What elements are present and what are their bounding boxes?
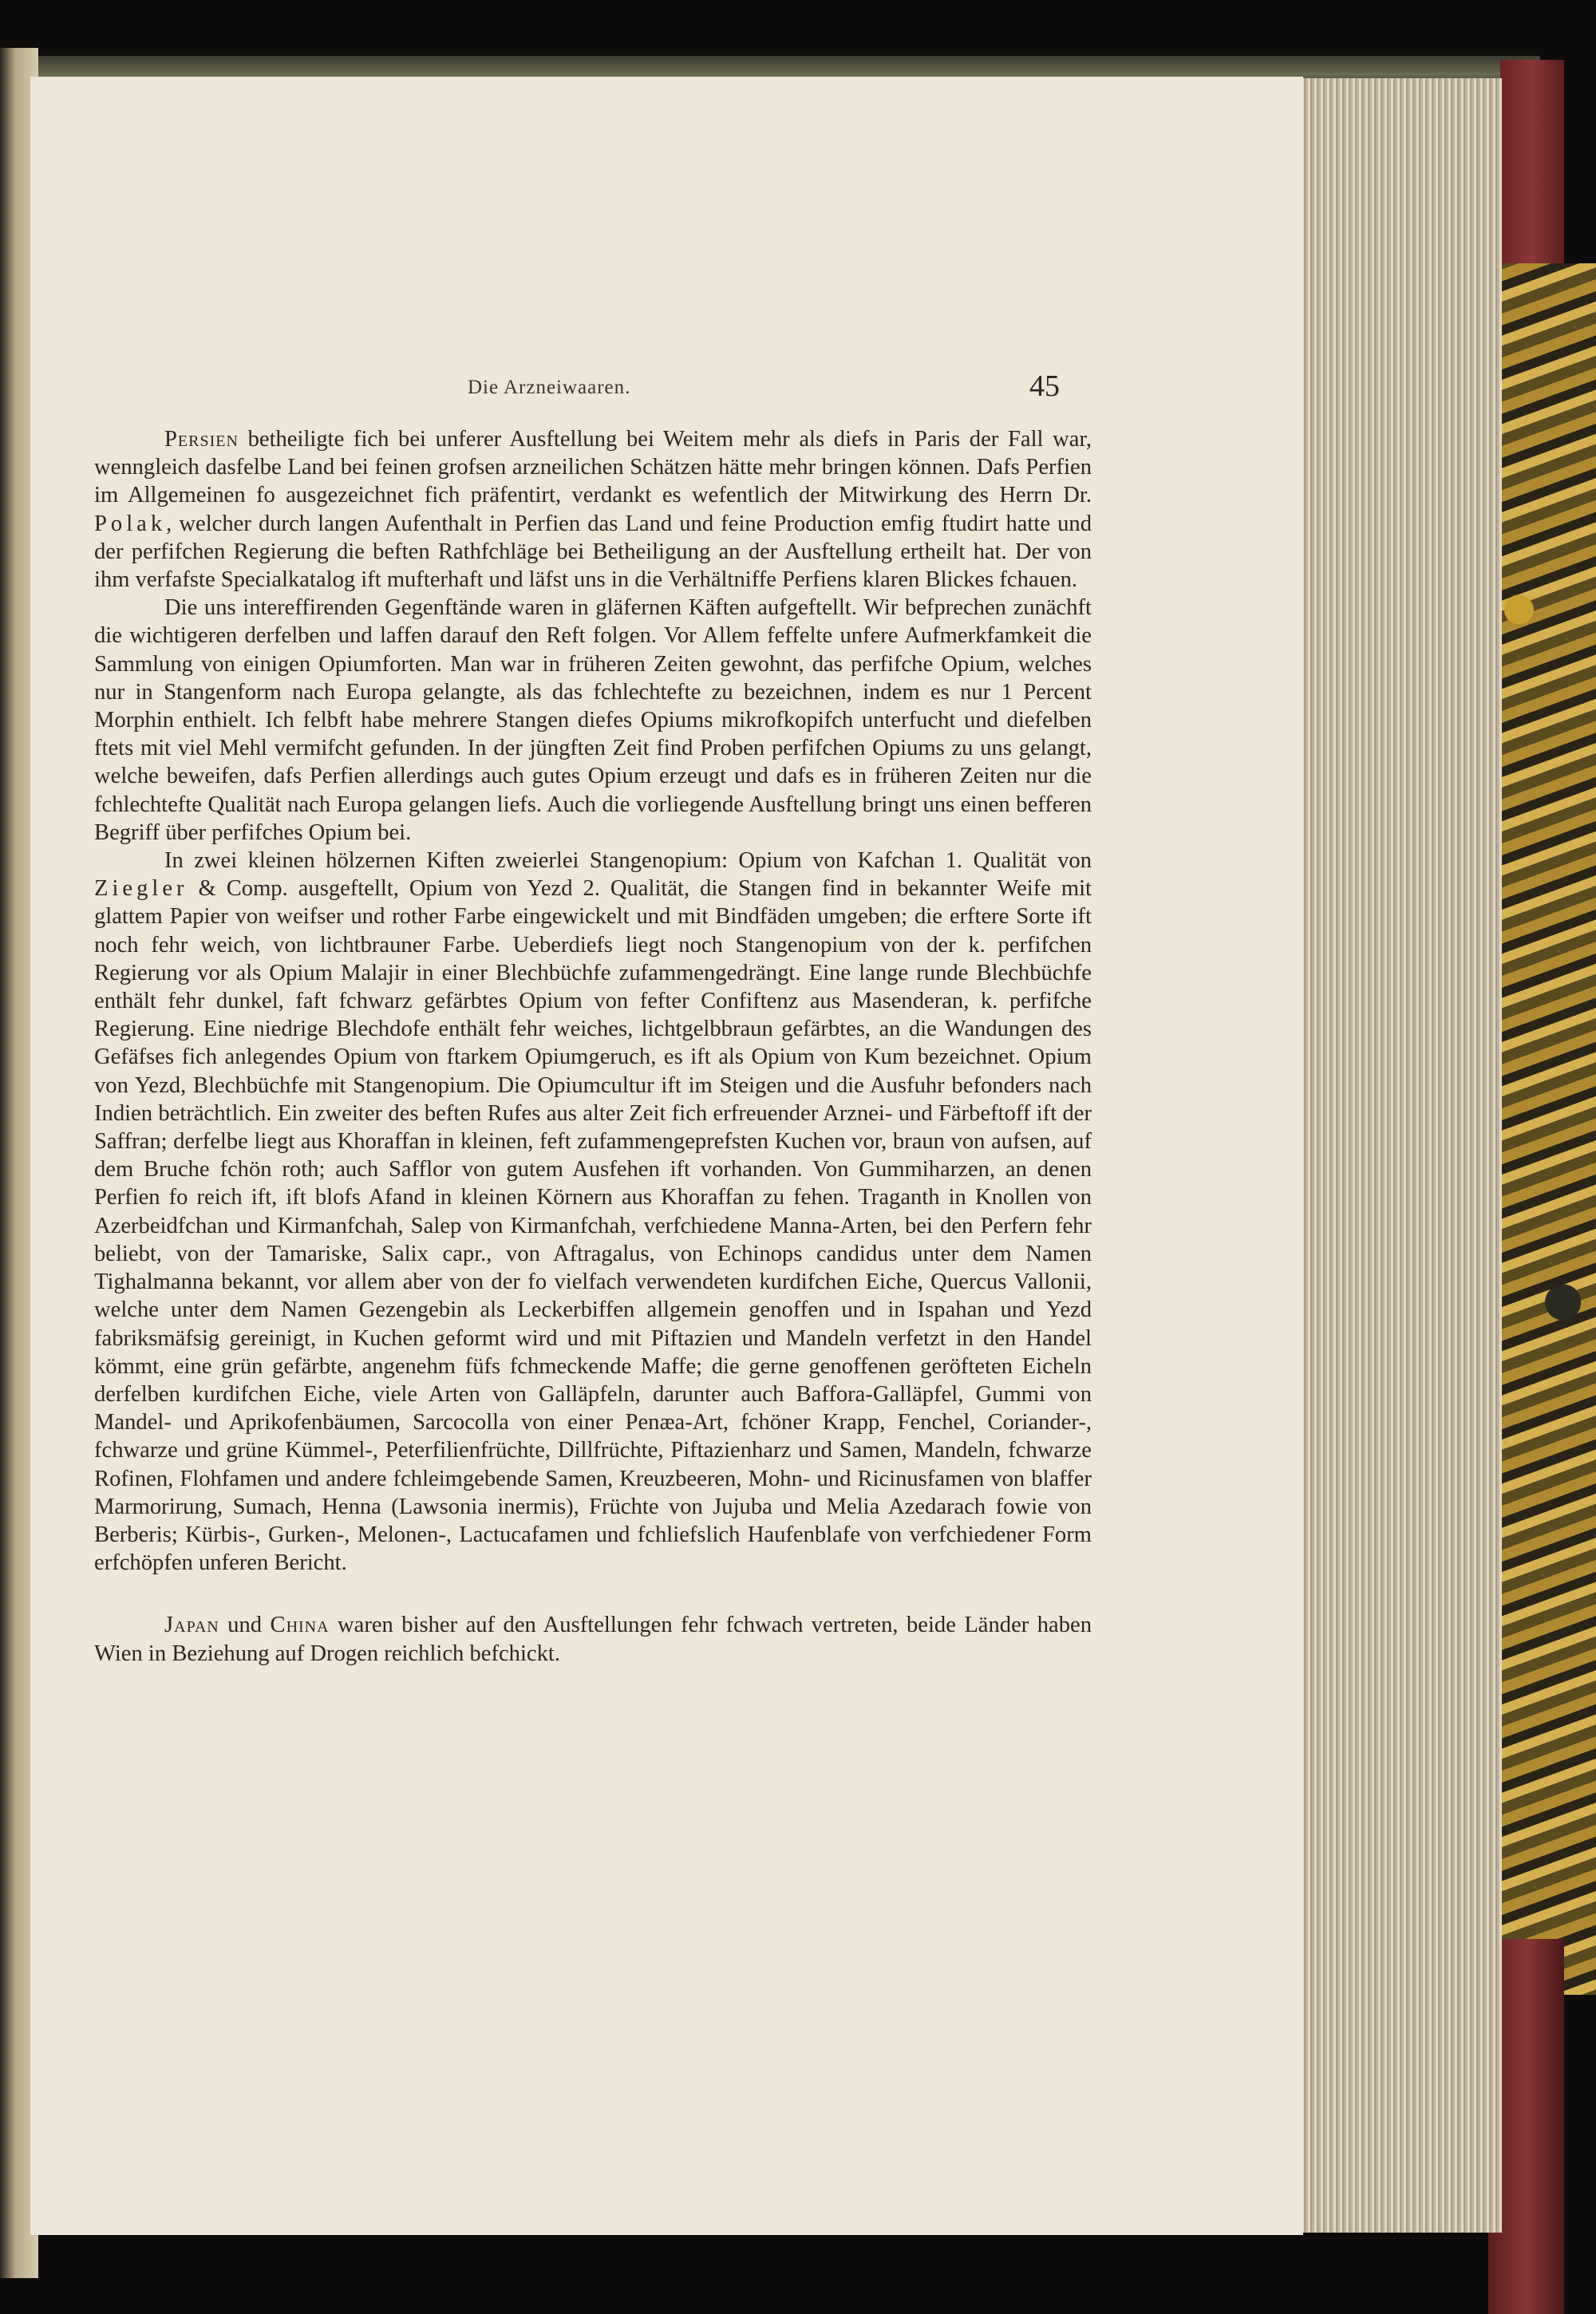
section-lead-japan: Japan — [164, 1613, 219, 1638]
paragraph-text: Die uns intereffirenden Gegenftände waren in gläfernen Käften aufgeftellt. Wir befprechen zunächft die wichtigeren derfelben und laffen darauf den Reft folgen. Vor Allem feffelte unfere Aufmerkfamkeit die Sammlung von einigen Opiumforten. Man war in früheren Zeiten gewohnt, das perfifche Opium, welches nur in Stangenform nach Europa gelangte, als das fchlechtefte zu bezeichnen, indem es nur 1 Percent Morphin enthielt. Ich felbft habe mehrere Stangen diefes Opiums mikrofkopifch unterfucht und diefelben ftets mit viel Mehl vermifcht gefunden. In der jüngften Zeit find Proben perfifchen Opiums zu uns gelangt, welche beweifen, dafs Perfien allerdings auch gutes Opium erzeugt und dafs es in früheren Zeiten nur die fchlechtefte Qualität nach Europa gelangen liefs. Auch die vorliegende Ausftellung bringt uns einen befferen Begriff über perfifches Opium bei. — [94, 595, 1092, 845]
section-lead-china: China — [270, 1613, 330, 1638]
paragraph-opium-samples — [94, 847, 1092, 1577]
paragraph-text: betheiligte fich bei unferer Ausftellung bei Weitem mehr als diefs in Paris der Fall war, wenngleich dasfelbe Land bei feinen grofsen arzneilichen Schätzen hätte mehr bringen können. Dafs Perfien im Allgemeinen fo ausgezeichnet fich präfentirt, verdankt es wefentlich der Mitwirkung des Herrn Dr. — [94, 427, 1092, 508]
paragraph-text: und — [219, 1613, 271, 1638]
running-title: Die Arzneiwaaren. — [468, 377, 631, 398]
paragraph-text: & Comp. ausgeftellt, Opium von Yezd 2. Qualität, die Stangen find in bekannter Weife mit glattem Papier von weifser und rother Farbe eingewickelt und mit Bindfäden umgeben; die erftere Sorte ift noch fehr weich, von lichtbrauner Farbe. Ueberdiefs liegt noch Stangenopium von der k. perfifchen Regierung vor als Opium Malajir in einer Blechbüchfe zufammengedrängt. Eine lange runde Blechbüchfe enthält fehr dunkel, faft fchwarz gefärbtes Opium von fefter Confiftenz aus Masenderan, k. perfifche Regierung. Eine niedrige Blechdofe enthält fehr weiches, lichtgelbbraun gefärbtes, an die Wandungen des Gefäfses fich anlegendes Opium von ftarkem Opiumgeruch, es ift als Opium von Kum bezeichnet. Opium von Yezd, Blechbüchfe mit Stangenopium. Die Opiumcultur ift im Steigen und die Ausfuhr befonders nach Indien beträchtlich. Ein zweiter des beften Rufes aus alter Zeit fich erfreuender Arznei- und Färbeftoff ift der Saffran; derfelbe liegt aus Khoraffan in kleinen, feft zufammengeprefsten Kuchen vor, braun von aufsen, auf dem Bruche fchön roth; auch Safflor von gutem Ausfehen ift vorhanden. Von Gummiharzen, an denen Perfien fo reich ift, ift blofs Afand in kleinen Körnern aus Khoraffan zu fehen. Traganth in Knollen von Azerbeidfchan und Kirmanfchah, Salep von Kirmanfchah, verfchiedene Manna-Arten, bei den Perfern fehr beliebt, von der Tamariske, Salix capr., von Aftragalus, von Echinops candidus unter dem Namen Tighalmanna bekannt, vor allem aber von der fo vielfach verwendeten kurdifchen Eiche, Quercus Vallonii, welche unter dem Namen Gezengebin als Leckerbiffen allgemein genoffen und in Ispahan und Yezd fabriksmäfsig gereinigt, in Kuchen geformt wird und mit Piftazien und Mandeln verfetzt in den Handel kömmt, eine grün gefärbte, angenehm füfs fchmeckende Maffe; die gerne genoffenen geröfteten Eicheln derfelben kurdifchen Eiche, viele Arten von Galläpfeln, darunter auch Baffora-Galläpfel, Gummi von Mandel- und Aprikofenbäumen, Sarcocolla von einer Penæa-Art, fchöner Krapp, Fenchel, Coriander-, fchwarze und grüne Kümmel-, Peterfilienfrüchte, Dillfrüchte, Piftazienharz und Samen, Mandeln, fchwarze Rofinen, Flohfamen und andere fchleimgebende Samen, Kreuzbeeren, Mohn- und Ricinusfamen von blaffer Marmorirung, Sumach, Henna (Lawsonia inermis), Früchte von Jujuba und Melia Azedarach fowie von Berberis; Kürbis-, Gurken-, Melonen-, Lactucafamen und fchliefslich Haufenblafe von verfchiedener Form erfchöpfen unferen Bericht. — [94, 876, 1092, 1576]
paragraph-text: waren bisher auf den Ausftellungen fehr fchwach vertreten, beide Länder haben Wien in Beziehung auf Drogen reichlich befchickt. — [94, 1613, 1092, 1666]
section-lead-persien: Persien — [164, 427, 239, 452]
cover-corner-top — [1500, 60, 1564, 275]
person-name-ziegler: Ziegler — [94, 876, 188, 902]
paragraph-persien — [94, 425, 1092, 594]
page-stack-edge — [1299, 78, 1502, 2233]
paragraph-text: , welcher durch langen Aufenthalt in Perfien das Land und feine Production emfig ftudirt hatte und der perfifchen Regierung die beften Rathfchläge bei Betheiligung an der Ausftellung ertheilt hat. Der von ihm verfafste Specialkatalog ift mufterhaft und läfst uns in die Verhältniffe Perfiens klaren Blickes fchauen. — [94, 511, 1092, 593]
page-number: 45 — [1029, 369, 1060, 403]
paragraph-opium-intro — [94, 594, 1092, 847]
marbled-edge — [1486, 263, 1596, 1995]
paragraph-text: In zwei kleinen hölzernen Kiften zweierlei Stangenopium: Opium von Kafchan 1. Qualität von — [164, 848, 1092, 874]
person-name-polak: Polak — [94, 511, 167, 536]
paragraph-japan-china — [94, 1611, 1092, 1667]
book-page — [30, 77, 1303, 2235]
page-header — [30, 369, 1303, 412]
body-text — [94, 425, 1092, 1668]
